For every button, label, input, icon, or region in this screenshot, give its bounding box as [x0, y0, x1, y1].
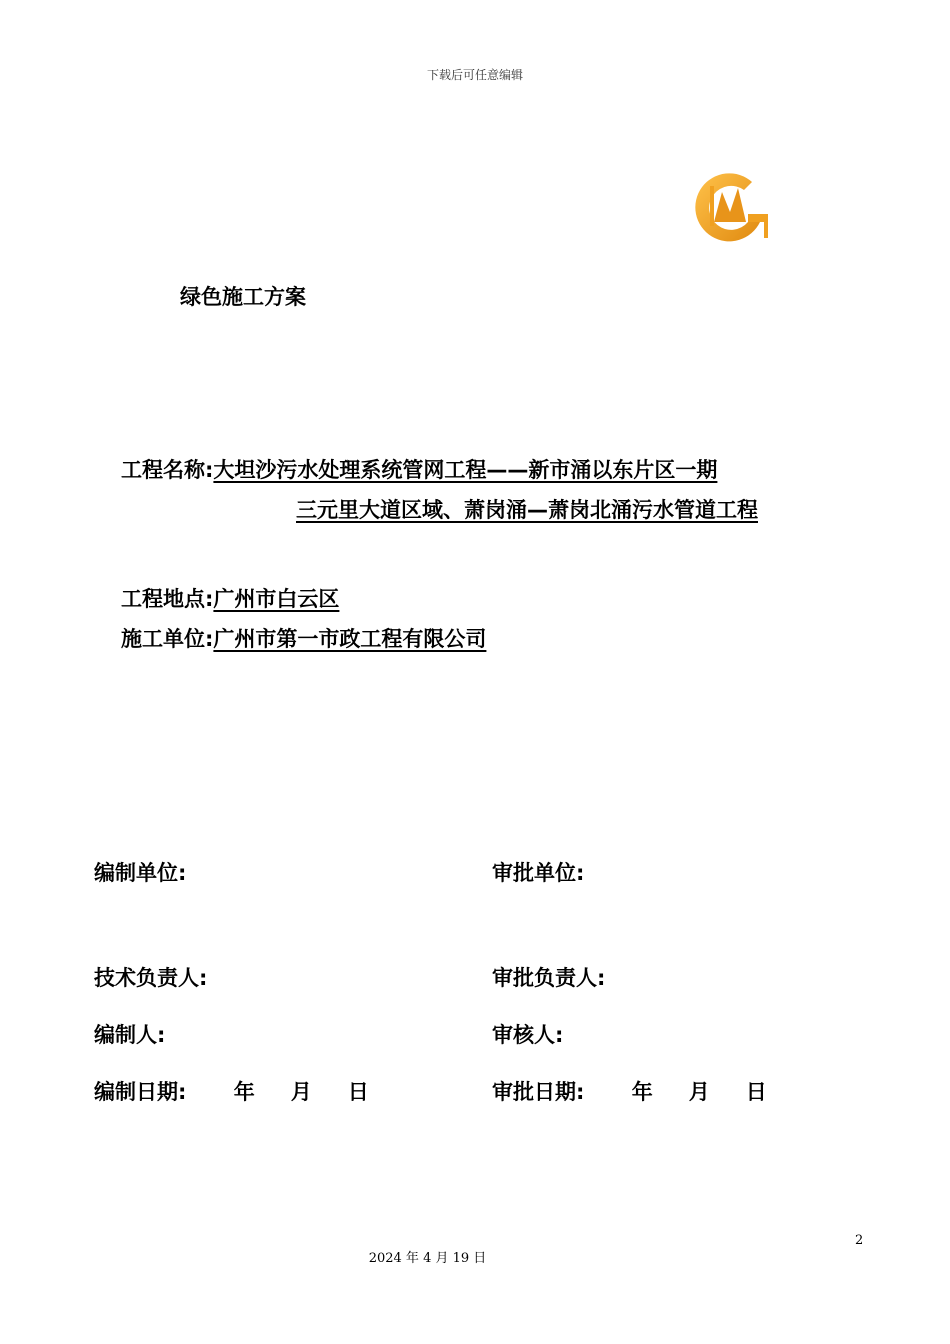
header-note: 下载后可任意编辑: [426, 68, 523, 82]
project-name-label: 工程名称:: [121, 458, 214, 482]
compile-date-day: 日: [347, 1080, 369, 1104]
footer-date: 2024 年 4 月 19 日: [368, 1251, 487, 1266]
project-name-line2: 三元里大道区域、萧岗涌—萧岗北涌污水管道工程: [296, 498, 758, 522]
approval-lead-label: 审批负责人:: [492, 966, 606, 990]
approval-date-label: 审批日期:: [492, 1080, 585, 1104]
approval-date-row: [492, 1076, 767, 1106]
project-name-row: [121, 454, 717, 484]
compiling-unit-label: 编制单位:: [94, 861, 187, 885]
compiler-label: 编制人:: [94, 1023, 166, 1047]
contractor-label: 施工单位:: [121, 627, 214, 651]
contractor-row: [121, 623, 486, 653]
reviewer-label: 审核人:: [492, 1023, 564, 1047]
company-logo: [688, 164, 776, 252]
location-row: [121, 583, 339, 613]
compile-date-label: 编制日期:: [94, 1080, 187, 1104]
approval-unit-label: 审批单位:: [492, 861, 585, 885]
compile-date-month: 月: [290, 1080, 312, 1104]
compile-date-year: 年: [233, 1080, 255, 1104]
page-number: 2: [855, 1233, 864, 1248]
project-name-line1: 大坦沙污水处理系统管网工程——新市涌以东片区一期: [213, 458, 718, 482]
compile-date-row: [94, 1076, 369, 1106]
approval-date-day: 日: [745, 1080, 767, 1104]
location-value: 广州市白云区: [213, 587, 340, 611]
tech-lead-label: 技术负责人:: [94, 966, 208, 990]
contractor-value: 广州市第一市政工程有限公司: [213, 627, 487, 651]
approval-date-month: 月: [688, 1080, 710, 1104]
approval-date-year: 年: [631, 1080, 653, 1104]
location-label: 工程地点:: [121, 587, 214, 611]
document-title: 绿色施工方案: [180, 285, 306, 309]
